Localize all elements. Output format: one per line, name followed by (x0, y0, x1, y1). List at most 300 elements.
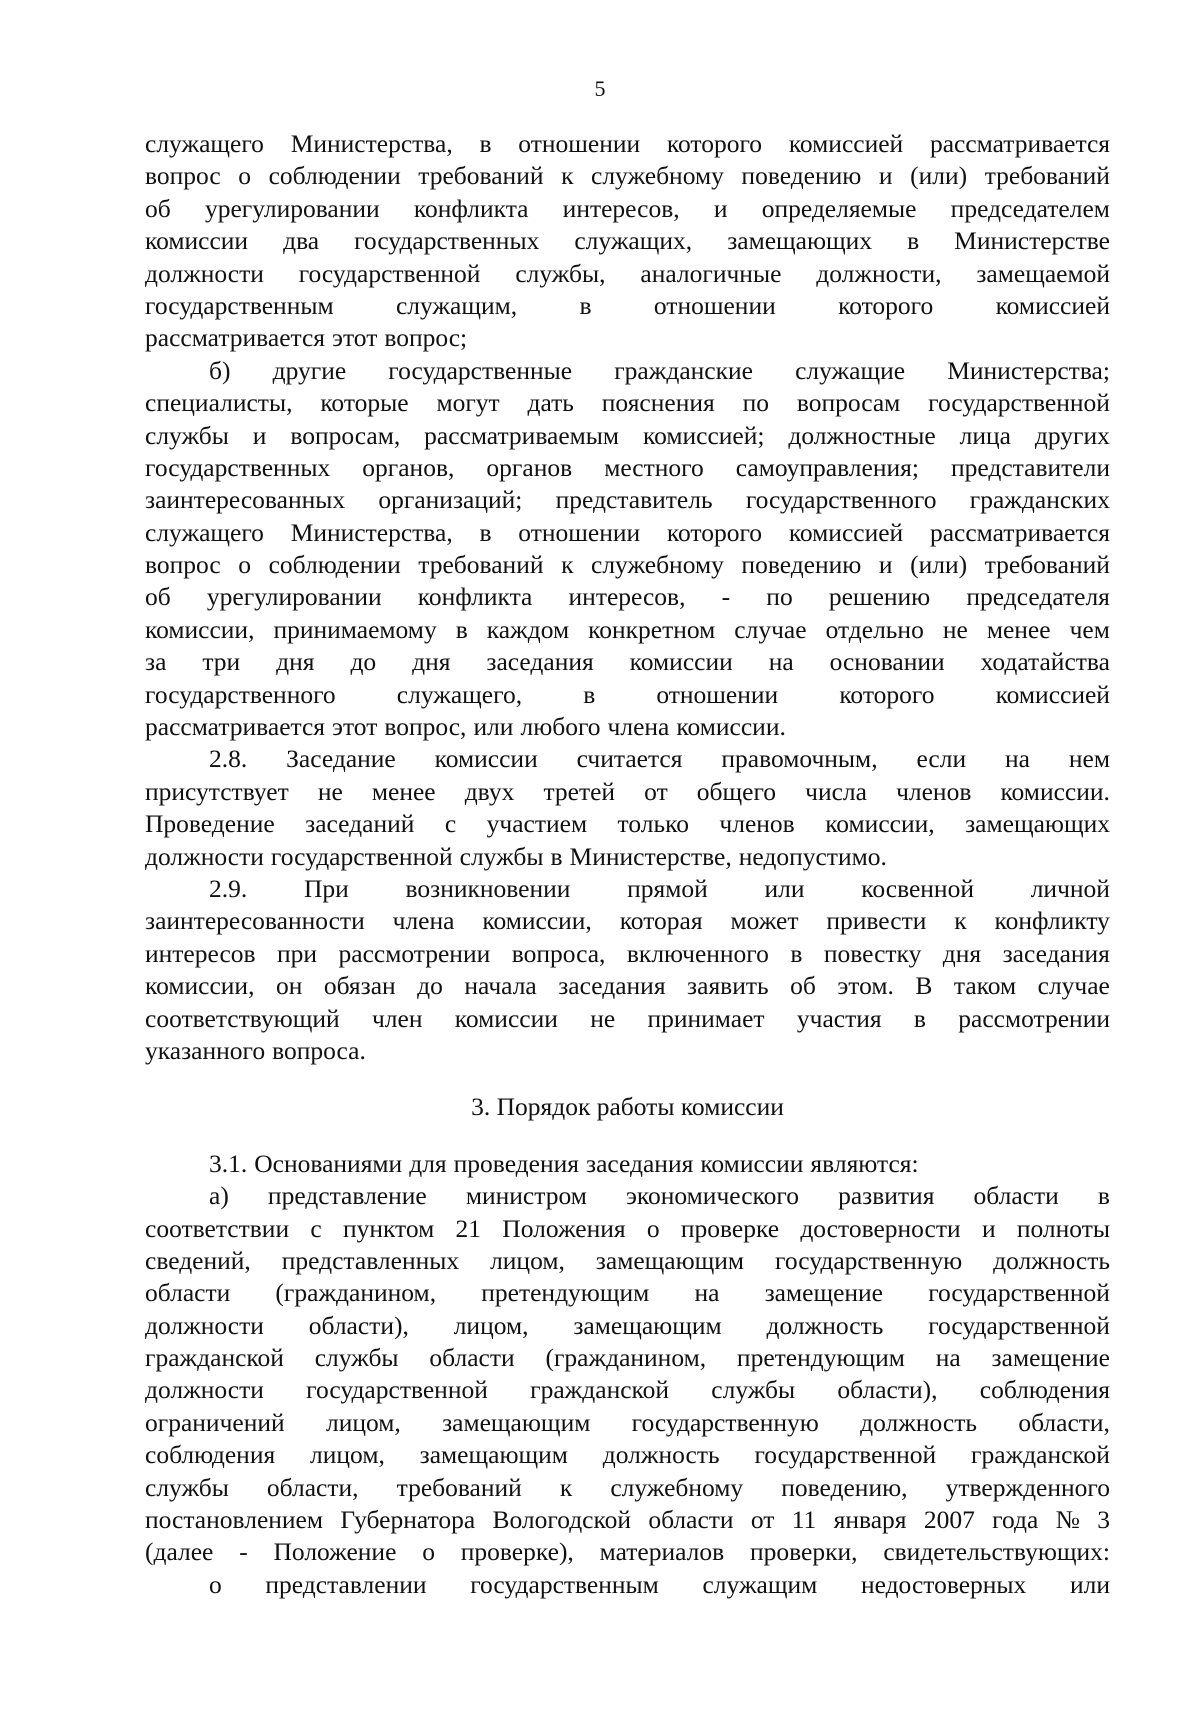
word: комиссией (788, 517, 904, 547)
word: с (444, 809, 457, 839)
text-line (145, 808, 1110, 840)
word: б) (209, 355, 231, 385)
word: к (954, 906, 967, 936)
word: пояснения (601, 388, 715, 418)
text-line (145, 905, 1110, 937)
word: в (790, 938, 803, 968)
word: в (1097, 1181, 1110, 1211)
word: государственные (388, 355, 573, 385)
word: прямой (627, 873, 708, 903)
text-line (145, 743, 1110, 775)
word: от (750, 1505, 775, 1535)
word: (гражданином, (545, 1343, 707, 1373)
word: о (238, 550, 252, 580)
word: Министерства, (290, 517, 453, 547)
word: которого (666, 517, 763, 547)
word: недопустимо. (738, 841, 887, 871)
word: комиссии, (482, 906, 592, 936)
word: лицом, (310, 1440, 385, 1470)
spacer (145, 1124, 1110, 1148)
word: самоуправления; (735, 452, 919, 482)
word: если (916, 744, 967, 774)
word: соблюдения (979, 1375, 1110, 1405)
word: (гражданином, (275, 1278, 437, 1308)
text-line (145, 1003, 1110, 1035)
word: в (455, 614, 468, 644)
word: постановлением (145, 1505, 324, 1535)
word: рассмотрении (958, 1003, 1110, 1033)
word: председателя (966, 582, 1110, 612)
word: 11 (791, 1505, 817, 1535)
text-line (145, 1035, 1110, 1067)
text-line (145, 776, 1110, 808)
text-line (145, 1536, 1110, 1568)
word: службы (459, 841, 544, 871)
word: (далее (145, 1537, 214, 1567)
text-line (145, 420, 1110, 452)
spacer (145, 1067, 1110, 1091)
word: должности (145, 258, 264, 288)
word: дня (412, 647, 451, 677)
word: обязан (323, 971, 396, 1001)
word: служащего, (396, 679, 523, 709)
word: случае (1037, 971, 1110, 1001)
word: рассматривается (929, 517, 1110, 547)
word: интересов, (568, 582, 686, 612)
word: заявить (687, 971, 769, 1001)
word: представлении (265, 1569, 427, 1599)
word: заседания (486, 647, 594, 677)
word: или (1069, 1569, 1110, 1599)
word: государственной (928, 1310, 1110, 1340)
word: член (371, 1003, 423, 1033)
word: конфликта (413, 193, 529, 223)
word: лицом, (453, 1310, 529, 1340)
word: до (417, 971, 443, 1001)
word: государственной (306, 1375, 488, 1405)
text-line (145, 873, 1110, 905)
word: При (303, 873, 349, 903)
word: общего (696, 776, 777, 806)
word: урегулировании (204, 193, 380, 223)
text-line (145, 1277, 1110, 1309)
word: области (973, 1181, 1059, 1211)
word: области, (266, 1472, 359, 1502)
word: от (644, 776, 668, 806)
word: проверке), (460, 1537, 574, 1567)
word: которая (619, 906, 703, 936)
word: комиссией (995, 290, 1110, 320)
word: косвенной (861, 873, 974, 903)
word: должность (602, 1440, 720, 1470)
word: недостоверных (860, 1569, 1027, 1599)
word: лицом, (325, 1407, 401, 1437)
word: члена (392, 906, 455, 936)
word: при (277, 938, 318, 968)
word: других (1034, 420, 1110, 450)
word: комиссии, (145, 614, 255, 644)
word: Министерства; (947, 355, 1110, 385)
word: рассматривается (145, 323, 326, 353)
word: принимает (647, 1003, 765, 1033)
word: этом. (837, 971, 894, 1001)
word: рассматривается (145, 712, 326, 742)
word: вопросам, (290, 420, 401, 450)
word: заседания (586, 1148, 694, 1178)
word: организаций; (378, 485, 523, 515)
word: области), (308, 1310, 409, 1340)
word: Министерстве, (569, 841, 732, 871)
word: Заседание (286, 744, 396, 774)
word: на (935, 1343, 961, 1373)
text-line (145, 841, 1110, 873)
word: должности, (816, 258, 942, 288)
word: этот (332, 712, 378, 742)
word: развития (838, 1181, 935, 1211)
word: возникновении (405, 873, 571, 903)
word: требований (396, 1472, 522, 1502)
word: экономического (625, 1181, 799, 1211)
word: 2.8. (209, 744, 248, 774)
word: поведению (741, 550, 862, 580)
word: не (942, 614, 968, 644)
word: 3 (1097, 1505, 1110, 1535)
word: о (422, 1537, 435, 1567)
word: любого (520, 712, 601, 742)
word: которые (320, 388, 409, 418)
text-line (145, 128, 1110, 160)
text-line (145, 1310, 1110, 1342)
word: для (409, 1148, 447, 1178)
word: служащим (702, 1569, 818, 1599)
word: министром (465, 1181, 587, 1211)
word: замещающим (442, 1407, 591, 1437)
word: заседаний (305, 809, 415, 839)
word: Губернатора (340, 1505, 476, 1535)
word: государственного (745, 485, 937, 515)
word: вопроса, (511, 938, 606, 968)
word: замещаемой (976, 258, 1110, 288)
word: представители (951, 452, 1110, 482)
word: до (350, 647, 377, 677)
word: на (768, 647, 794, 677)
word: начала (464, 971, 537, 1001)
word: органов (486, 452, 573, 482)
word: комиссии. (676, 712, 786, 742)
word: об (790, 971, 816, 1001)
word: Проведение (145, 809, 275, 839)
text-line (145, 970, 1110, 1002)
word: заседания (558, 971, 666, 1001)
word: заинтересованности (145, 906, 365, 936)
word: государственной (754, 1440, 937, 1470)
word: 21 (455, 1213, 482, 1243)
word: (или) (910, 550, 968, 580)
word: о (238, 161, 252, 191)
word: повестку (823, 938, 922, 968)
text-line (145, 225, 1110, 257)
word: государственных (354, 226, 540, 256)
word: чем (1069, 614, 1110, 644)
word: свидетельствующих: (883, 1537, 1110, 1567)
text-line (145, 938, 1110, 970)
word: конфликту (994, 906, 1110, 936)
text-line (145, 1213, 1110, 1245)
word: службы (145, 1472, 229, 1502)
word: лица (959, 420, 1011, 450)
word: специалисты, (145, 388, 293, 418)
word: в (550, 841, 563, 871)
word: определяемые (761, 193, 917, 223)
text-line (145, 355, 1110, 387)
word: государственного (145, 679, 336, 709)
word: таком (953, 971, 1017, 1001)
section-2-continuation (145, 128, 1110, 1067)
word: государственной (928, 388, 1110, 418)
word: государственной (270, 841, 453, 871)
word: отношении (518, 517, 641, 547)
word: должности (145, 841, 264, 871)
word: полноты (1016, 1213, 1110, 1243)
word: рассматривается (929, 129, 1110, 158)
word: в (579, 290, 592, 320)
word: - (721, 582, 731, 612)
word: вопрос (145, 161, 221, 191)
text-line (145, 1472, 1110, 1504)
word: вопрос, (384, 712, 467, 742)
text-line (145, 711, 1110, 743)
word: в (479, 129, 492, 158)
word: интересов, (562, 193, 680, 223)
word: комиссии. (1000, 776, 1110, 806)
word: другие (272, 355, 347, 385)
word: ходатайства (980, 647, 1110, 677)
word: каждом (486, 614, 570, 644)
word: гражданской (530, 1375, 670, 1405)
word: принимаемому (273, 614, 437, 644)
word: области), (837, 1375, 938, 1405)
word: местного (604, 452, 704, 482)
word: комиссии (434, 744, 538, 774)
word: органов, (362, 452, 455, 482)
text-line (145, 679, 1110, 711)
word: сведений, (145, 1245, 251, 1275)
word: достоверности (800, 1213, 961, 1243)
word: которого (839, 679, 935, 709)
word: В (915, 971, 933, 1001)
word: члена (607, 712, 670, 742)
word: включенного (626, 938, 769, 968)
word: этот (332, 323, 378, 353)
word: государственную (631, 1407, 819, 1437)
word: отдельно (825, 614, 924, 644)
word: или (764, 873, 805, 903)
word: проверке (680, 1213, 780, 1243)
word: и (252, 420, 267, 450)
word: комиссией (788, 129, 904, 158)
text-line (145, 1569, 1110, 1601)
text-line (145, 1148, 1110, 1180)
word: и (878, 161, 893, 191)
word: гражданские (614, 355, 753, 385)
word: заинтересованных (145, 485, 346, 515)
word: ограничений (145, 1407, 285, 1437)
word: о (209, 1569, 222, 1599)
word: служащего (145, 129, 264, 158)
word: комиссии, (825, 809, 935, 839)
word: соответствующий (145, 1003, 340, 1033)
word: должность (993, 1245, 1110, 1275)
word: Министерстве (954, 226, 1110, 256)
word: службы (711, 1375, 796, 1405)
word: соблюдении (268, 550, 401, 580)
word: на (694, 1278, 720, 1308)
word: в (913, 1003, 926, 1033)
word: об (145, 193, 171, 223)
word: об (145, 582, 171, 612)
word: служащим, (395, 290, 518, 320)
text-line (145, 290, 1110, 322)
word: представитель (555, 485, 713, 515)
word: правомочным, (721, 744, 878, 774)
word: интересов (145, 938, 256, 968)
word: за (145, 647, 167, 677)
word: представление (267, 1181, 427, 1211)
word: два (283, 226, 320, 256)
word: года (992, 1505, 1039, 1535)
word: Вологодской (492, 1505, 631, 1535)
word: требований (418, 550, 544, 580)
word: и (981, 1213, 996, 1243)
text-line (145, 614, 1110, 646)
word: к (561, 550, 574, 580)
word: двух (464, 776, 515, 806)
word: служебному (610, 1472, 744, 1502)
text-line (145, 1342, 1110, 1374)
word: области (145, 1278, 231, 1308)
word: Министерства, (290, 129, 453, 158)
word: государственных (145, 452, 331, 482)
word: проверки, (749, 1537, 858, 1567)
word: служебному (591, 550, 724, 580)
word: на (1005, 744, 1030, 774)
word: замещающим (419, 1440, 568, 1470)
word: требований (418, 161, 544, 191)
word: дня (276, 647, 315, 677)
word: - (239, 1537, 248, 1567)
word: замещающим (595, 1245, 745, 1275)
word: по (766, 582, 793, 612)
word: комиссией (995, 679, 1110, 709)
word: области, (1018, 1407, 1110, 1437)
word: привести (826, 906, 927, 936)
word: представленных (281, 1245, 460, 1275)
word: государственным (145, 290, 334, 320)
word: претендующим (481, 1278, 650, 1308)
word: которого (838, 290, 934, 320)
text-line (145, 387, 1110, 419)
word: вопросам (796, 388, 901, 418)
word: комиссии (454, 1003, 558, 1033)
text-line (145, 258, 1110, 290)
word: членов (719, 809, 795, 839)
word: служащего (145, 517, 264, 547)
word: основании (829, 647, 945, 677)
word: государственной (928, 1278, 1110, 1308)
word: третей (543, 776, 616, 806)
word: № (1055, 1505, 1080, 1535)
text-line (145, 1407, 1110, 1439)
word: менее (986, 614, 1051, 644)
word: считается (576, 744, 683, 774)
word: Положения (502, 1213, 626, 1243)
document-body (145, 128, 1110, 1601)
word: поведению (741, 161, 862, 191)
word: замещение (764, 1278, 884, 1308)
word: поведению, (781, 1472, 908, 1502)
word: членов (896, 776, 972, 806)
word: государственную (775, 1245, 963, 1275)
word: а) (209, 1181, 229, 1211)
word: урегулировании (206, 582, 382, 612)
word: которого (666, 129, 763, 158)
word: комиссии (700, 1148, 804, 1178)
word: гражданских (969, 485, 1110, 515)
word: комиссии (629, 647, 733, 677)
section-3-heading: 3. Порядок работы комиссии (471, 1092, 784, 1122)
word: 2007 (923, 1505, 975, 1535)
word: отношении (656, 679, 779, 709)
word: пунктом (342, 1213, 435, 1243)
word: конкретном (588, 614, 716, 644)
word: присутствует (145, 776, 289, 806)
word: с (310, 1213, 322, 1243)
word: не (590, 1003, 616, 1033)
section-3-body (145, 1148, 1110, 1601)
text-line (145, 193, 1110, 225)
text-line (145, 160, 1110, 192)
text-line (145, 322, 1110, 354)
word: службы (314, 1343, 399, 1373)
word: нем (1068, 744, 1110, 774)
word: и (713, 193, 728, 223)
word: по (742, 388, 769, 418)
word: службы, (515, 258, 606, 288)
word: Основаниями (254, 1148, 403, 1178)
word: службы (145, 420, 229, 450)
word: требований (984, 161, 1110, 191)
word: отношении (653, 290, 776, 320)
word: председателем (950, 193, 1110, 223)
word: замещающим (573, 1310, 722, 1340)
word: должность (860, 1407, 977, 1437)
word: не (317, 776, 343, 806)
word: вопроса. (272, 1035, 366, 1065)
word: являются: (810, 1148, 919, 1178)
word: замещение (991, 1343, 1110, 1373)
word: должностные (788, 420, 936, 450)
word: к (559, 1472, 573, 1502)
word: и (878, 550, 893, 580)
word: 2.9. (209, 873, 248, 903)
word: комиссии, (145, 971, 255, 1001)
word: января (833, 1505, 907, 1535)
word: вопрос (145, 550, 221, 580)
word: в (907, 226, 920, 256)
word: решению (828, 582, 931, 612)
word: служащие (795, 355, 906, 385)
word: могут (436, 388, 500, 418)
